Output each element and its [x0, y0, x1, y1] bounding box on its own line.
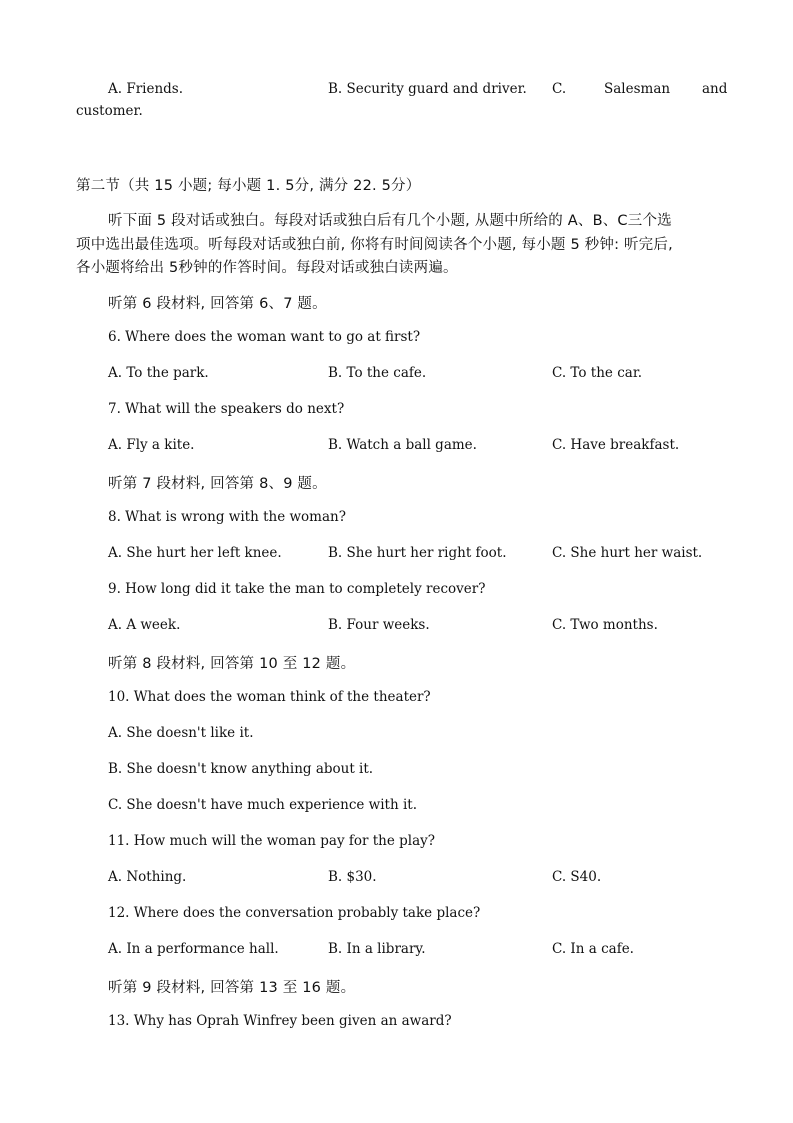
- option-b: B. She doesn't know anything about it.: [108, 761, 374, 777]
- question-text: 11. How much will the woman pay for the play?: [108, 833, 436, 849]
- q5-option-c-word2: and: [702, 81, 728, 97]
- instructions-line-3: 各小题将给出 5秒钟的作答时间。每段对话或独白读两遍。: [76, 260, 458, 276]
- instructions-line-2: 项中选出最佳选项。听每段对话或独白前, 你将有时间阅读各个小题, 每小题 5 秒钟: 听完后,: [76, 237, 673, 253]
- instructions-line-1: 听下面 5 段对话或独白。每段对话或独白后有几个小题, 从题中所给的 A、B、C三个选: [108, 213, 672, 229]
- question-text: 7. What will the speakers do next?: [108, 401, 345, 417]
- question-text: 9. How long did it take the man to completely recover?: [108, 581, 486, 597]
- option-a: A. Fly a kite.: [108, 437, 195, 453]
- option-b: B. Four weeks.: [328, 617, 430, 633]
- option-a: A. Nothing.: [108, 869, 187, 885]
- option-c: C. S40.: [552, 869, 602, 885]
- q5-option-c-wrap: customer.: [76, 103, 143, 119]
- option-a: A. She doesn't like it.: [108, 725, 254, 741]
- option-c: C. She hurt her waist.: [552, 545, 703, 561]
- option-b: B. In a library.: [328, 941, 426, 957]
- group-label: 听第 6 段材料, 回答第 6、7 题。: [108, 296, 327, 312]
- q5-option-c-prefix: C.: [552, 81, 567, 97]
- question-text: 6. Where does the woman want to go at first?: [108, 329, 421, 345]
- question-text: 10. What does the woman think of the theater?: [108, 689, 431, 705]
- q5-option-c-word1: Salesman: [604, 81, 671, 97]
- option-c: C. She doesn't have much experience with it.: [108, 797, 418, 813]
- group-label: 听第 9 段材料, 回答第 13 至 16 题。: [108, 980, 356, 996]
- option-a: A. To the park.: [108, 365, 209, 381]
- option-c: C. In a cafe.: [552, 941, 634, 957]
- question-text: 13. Why has Oprah Winfrey been given an award?: [108, 1013, 452, 1029]
- option-b: B. To the cafe.: [328, 365, 427, 381]
- option-b: B. Watch a ball game.: [328, 437, 477, 453]
- option-c: C. Two months.: [552, 617, 658, 633]
- option-a: A. A week.: [108, 617, 181, 633]
- option-c: C. To the car.: [552, 365, 643, 381]
- q5-option-b: B. Security guard and driver.: [328, 81, 527, 97]
- option-a: A. She hurt her left knee.: [108, 545, 282, 561]
- option-b: B. She hurt her right foot.: [328, 545, 507, 561]
- option-c: C. Have breakfast.: [552, 437, 680, 453]
- question-text: 8. What is wrong with the woman?: [108, 509, 346, 525]
- section-heading: 第二节（共 15 小题; 每小题 1. 5分, 满分 22. 5分）: [76, 178, 421, 194]
- question-text: 12. Where does the conversation probably take place?: [108, 905, 481, 921]
- q5-option-a: A. Friends.: [108, 81, 184, 97]
- group-label: 听第 7 段材料, 回答第 8、9 题。: [108, 476, 327, 492]
- option-b: B. $30.: [328, 869, 377, 885]
- group-label: 听第 8 段材料, 回答第 10 至 12 题。: [108, 656, 356, 672]
- option-a: A. In a performance hall.: [108, 941, 279, 957]
